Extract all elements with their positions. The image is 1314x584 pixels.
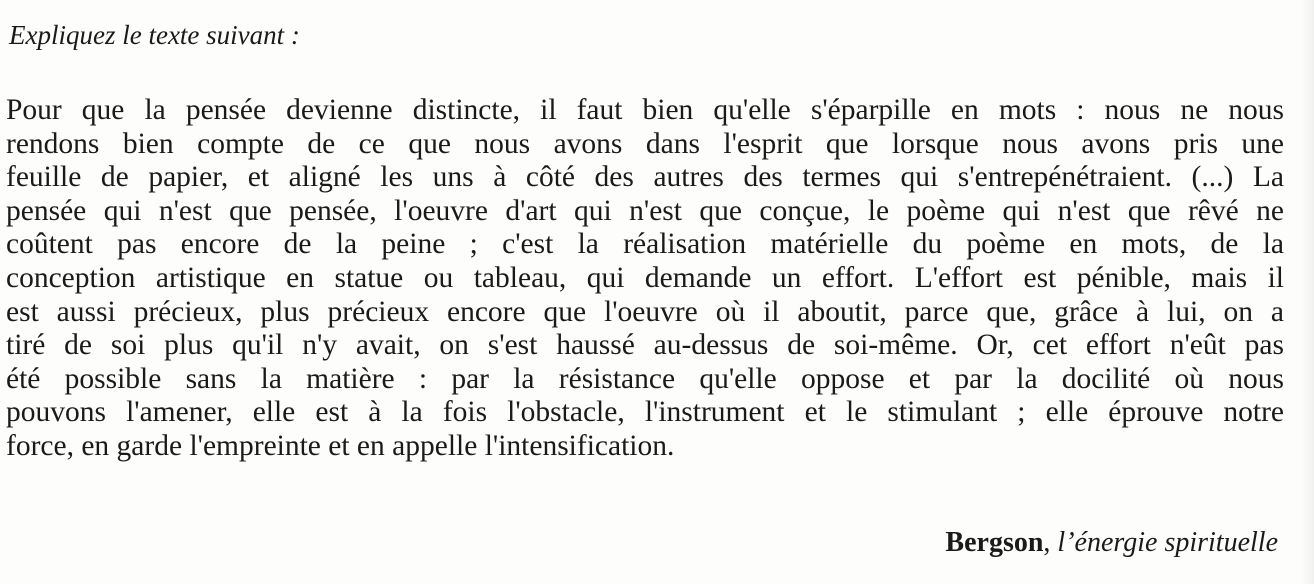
passage-line: rendons bien compte de ce que nous avons dans l'esprit que lorsque nous avons pris une (6, 127, 1284, 160)
work-title: l’énergie spirituelle (1057, 527, 1278, 558)
passage-line: force, en garde l'empreinte et en appelle l'intensification. (6, 429, 675, 462)
attribution-separator: , (1043, 527, 1058, 558)
passage-line: feuille de papier, et aligné les uns à côté des autres des termes qui s'entrepénétraient. (...) La (6, 161, 1284, 194)
passage-line: Pour que la pensée devienne distincte, il faut bien qu'elle s'éparpille en mots : nous ne nous (6, 94, 1284, 126)
passage-line: été possible sans la matière : par la résistance qu'elle oppose et par la docilité où nous (6, 362, 1284, 395)
instruction-heading: Expliquez le texte suivant : (9, 20, 300, 50)
passage-line: tiré de soi plus qu'il n'y avait, on s'est haussé au-dessus de soi-même. Or, cet effort n'eût pas (6, 329, 1284, 362)
scan-edge-shadow (1300, 0, 1314, 584)
attribution (945, 526, 1278, 560)
author-name: Bergson (945, 527, 1044, 558)
passage-line: est aussi précieux, plus précieux encore que l'oeuvre où il aboutit, parce que, grâce à lui, on a (6, 295, 1284, 328)
passage-line: pouvons l'amener, elle est à la fois l'obstacle, l'instrument et le stimulant ; elle éprouve notre (6, 396, 1284, 429)
passage-line: coûtent pas encore de la peine ; c'est la réalisation matérielle du poème en mots, de la (6, 228, 1284, 261)
passage-line: conception artistique en statue ou tableau, qui demande un effort. L'effort est pénible, mais il (6, 261, 1284, 294)
passage-line: pensée qui n'est que pensée, l'oeuvre d'art qui n'est que conçue, le poème qui n'est que rêvé ne (6, 194, 1284, 227)
passage-text (6, 94, 1284, 464)
